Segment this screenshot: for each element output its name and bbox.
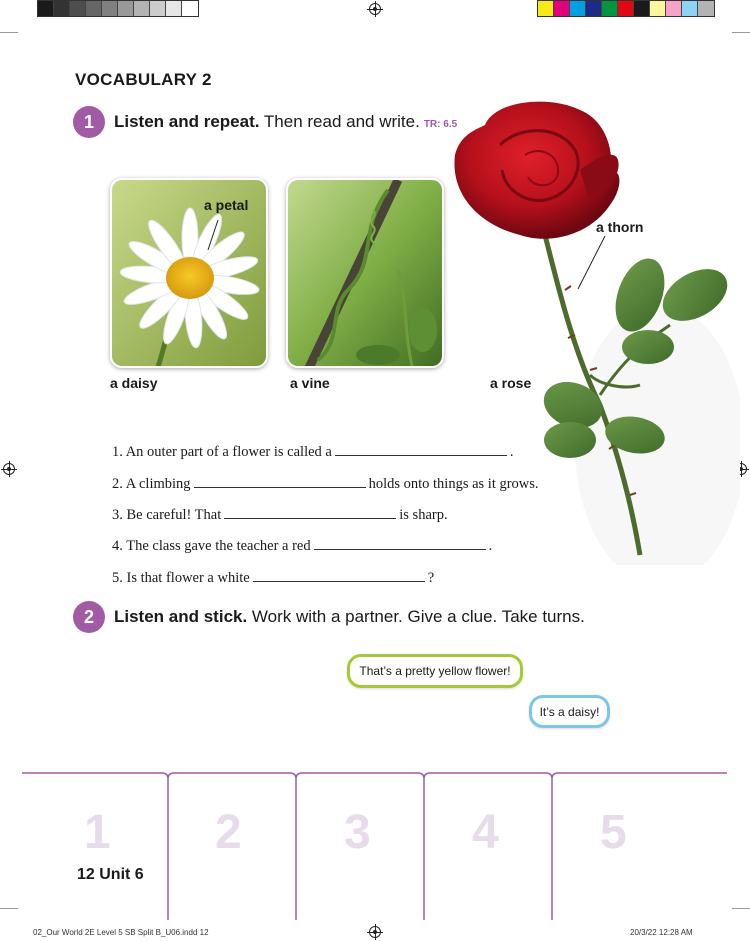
trim-mark — [732, 32, 750, 33]
activity-1-instruction — [114, 112, 457, 132]
instruction-rest: Then read and write. — [259, 112, 420, 131]
trim-mark — [732, 908, 750, 909]
swatch — [538, 1, 554, 16]
audio-track-label[interactable]: TR: 6.5 — [423, 119, 458, 130]
sentence-text-after: ? — [427, 570, 435, 586]
registration-mark-icon — [3, 463, 15, 475]
answer-blank[interactable] — [253, 570, 425, 582]
sentence-text-after: . — [488, 538, 493, 554]
swatch — [682, 1, 698, 16]
activity-2-instruction — [114, 607, 585, 627]
swatch — [666, 1, 682, 16]
instruction-bold: Listen and stick. — [114, 607, 248, 626]
rose-image — [440, 95, 740, 565]
sentence-text-before: The class gave the teacher a red — [126, 538, 311, 554]
instruction-rest: Work with a partner. Give a clue. Take turns. — [247, 607, 585, 626]
swatch — [70, 1, 86, 16]
vine-label: a vine — [290, 375, 330, 391]
vine-image — [288, 180, 444, 368]
answer-blank[interactable] — [224, 507, 396, 519]
swatch — [602, 1, 618, 16]
registration-mark-icon — [369, 3, 381, 15]
sentence-2 — [112, 476, 539, 493]
swatch — [634, 1, 650, 16]
swatch — [38, 1, 54, 16]
date-slug: 20/3/22 12:28 AM — [630, 928, 693, 937]
sentence-number: 3. — [112, 507, 123, 523]
swatch — [134, 1, 150, 16]
petal-callout: a petal — [204, 197, 249, 213]
thorn-callout: a thorn — [596, 219, 644, 235]
cmyk-color-bar — [537, 0, 715, 17]
swatch — [182, 1, 198, 16]
thorn-pointer-line — [570, 234, 610, 294]
sticker-slot-4[interactable]: 4 — [472, 806, 499, 859]
sentence-1 — [112, 444, 513, 461]
trim-mark — [0, 32, 18, 33]
swatch — [650, 1, 666, 16]
instruction-bold: Listen and repeat. — [114, 112, 260, 131]
sentence-text-after: holds onto things as it grows. — [368, 476, 539, 492]
sentence-text-before: A climbing — [125, 476, 191, 492]
section-heading: VOCABULARY 2 — [75, 70, 212, 89]
sentence-number: 2. — [112, 476, 123, 492]
sentence-number: 1. — [112, 444, 123, 460]
sentence-text-before: Is that flower a white — [126, 570, 250, 586]
swatch — [150, 1, 166, 16]
swatch — [618, 1, 634, 16]
sentence-text-before: Be careful! That — [126, 507, 222, 523]
swatch — [86, 1, 102, 16]
swatch — [102, 1, 118, 16]
sticker-slot-2[interactable]: 2 — [215, 806, 242, 859]
swatch — [118, 1, 134, 16]
swatch — [166, 1, 182, 16]
swatch — [586, 1, 602, 16]
swatch — [570, 1, 586, 16]
sentence-number: 4. — [112, 538, 123, 554]
sentence-4 — [112, 538, 492, 555]
clue-speech-bubble: That’s a pretty yellow flower! — [347, 654, 523, 688]
sentence-text-after: is sharp. — [399, 507, 448, 523]
answer-blank[interactable] — [194, 476, 366, 488]
swatch — [698, 1, 714, 16]
sticker-slot-5[interactable]: 5 — [600, 806, 627, 859]
sentence-number: 5. — [112, 570, 123, 586]
rose-label: a rose — [490, 375, 532, 391]
answer-blank[interactable] — [335, 444, 507, 456]
sticker-slot-3[interactable]: 3 — [344, 806, 371, 859]
activity-number-badge: 2 — [73, 601, 105, 633]
vine-photo — [286, 178, 444, 368]
activity-number-badge: 1 — [73, 106, 105, 138]
grayscale-color-bar — [37, 0, 199, 17]
file-slug: 02_Our World 2E Level 5 SB Split B_U06.indd 12 — [33, 928, 209, 937]
daisy-label: a daisy — [110, 375, 158, 391]
swatch — [554, 1, 570, 16]
registration-mark-icon — [369, 926, 381, 938]
sticker-slot-1[interactable]: 1 — [84, 806, 111, 859]
sentence-text-after: . — [509, 444, 514, 460]
answer-speech-bubble: It’s a daisy! — [529, 695, 610, 728]
swatch — [54, 1, 70, 16]
answer-blank[interactable] — [314, 538, 486, 550]
page-number-unit: 12 Unit 6 — [77, 866, 144, 883]
sentence-5 — [112, 570, 434, 587]
sentence-text-before: An outer part of a flower is called a — [125, 444, 332, 460]
trim-mark — [0, 908, 18, 909]
sentence-3 — [112, 507, 448, 524]
